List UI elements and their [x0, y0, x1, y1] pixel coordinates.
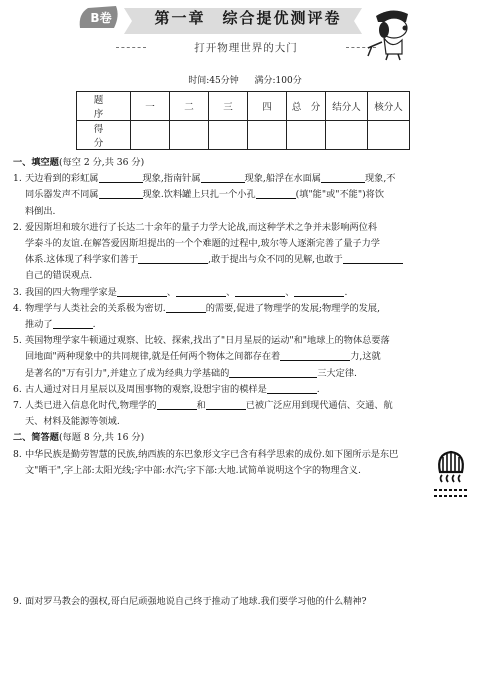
- question-number: 1.: [13, 173, 22, 185]
- question-text: 已被广泛应用到现代通信、交通、航: [245, 400, 393, 412]
- answer-blank[interactable]: [176, 285, 226, 297]
- score-cell[interactable]: [326, 121, 368, 150]
- separator: 、: [166, 286, 177, 298]
- section-note: (每题 8 分,共 16 分): [58, 432, 145, 444]
- answer-blank[interactable]: [321, 171, 365, 183]
- question-text: 力,这就: [350, 351, 381, 363]
- answer-blank[interactable]: [280, 349, 350, 361]
- question-text: 物理学与人类社会的关系极为密切.: [25, 302, 166, 314]
- separator: 、: [285, 286, 295, 298]
- score-row-label: 得 分: [77, 121, 131, 150]
- question-text: 回地面"两种现象中的共同规律,就是任何两个物体之间都存在着: [25, 351, 281, 363]
- question-text: 料倒出.: [25, 205, 56, 217]
- score-cell[interactable]: [209, 121, 248, 150]
- question-1-continued: [13, 204, 481, 220]
- question-text: 自己的错误观点.: [25, 270, 93, 282]
- answer-blank[interactable]: [201, 171, 245, 183]
- separator: 、: [226, 286, 236, 298]
- question-text: 天、材料及能源等领域.: [25, 416, 120, 428]
- question-1-continued: [13, 187, 481, 203]
- answer-blank[interactable]: [343, 252, 403, 264]
- subtitle-divider-left: [116, 47, 146, 48]
- question-2-continued: [13, 236, 481, 252]
- section-short-answer-title: [13, 430, 481, 446]
- question-5: [13, 333, 481, 349]
- answer-blank[interactable]: [138, 252, 208, 264]
- score-table-header: 二: [170, 92, 209, 121]
- question-text: 现象,船浮在水面属: [244, 173, 321, 185]
- question-text: 和: [196, 400, 206, 412]
- question-text: 体系.这体现了科学家们善于: [25, 254, 139, 266]
- score-table-header: 结分人: [326, 92, 368, 121]
- question-text: 同乐器发声不同属: [25, 189, 99, 201]
- question-text: .: [92, 319, 96, 331]
- page-subtitle: 打开物理世界的大门: [194, 42, 298, 54]
- answer-blank[interactable]: [294, 285, 344, 297]
- exam-time-and-score: [140, 73, 350, 86]
- question-number: 6.: [13, 383, 22, 395]
- dongba-glyph-icon: [428, 448, 474, 512]
- question-text: 文"晒干",字上部:太阳光线;字中部:水汽;字下部:大地.试简单说明这个字的物理含义.: [25, 464, 361, 476]
- question-text: 是著名的"万有引力",并建立了成为经典力学基础的: [25, 367, 230, 379]
- question-text: 三大定律.: [317, 367, 357, 379]
- score-cell[interactable]: [287, 121, 326, 150]
- question-text: 的需要,促进了物理学的发展;物理学的发展,: [205, 302, 381, 314]
- question-number: 8.: [13, 448, 22, 460]
- section-title: 一、填空题: [13, 157, 59, 168]
- section-fill-in-title: [13, 155, 481, 171]
- question-text: 人类已进入信息化时代,物理学的: [25, 400, 157, 412]
- question-5-continued: [13, 349, 481, 365]
- question-text: 英国物理学家牛顿通过观察、比较、探索,找出了"日月星辰的运动"和"地球上的物体总要落: [25, 335, 390, 347]
- question-number: 3.: [13, 286, 22, 298]
- question-text: 古人通过对日月星辰以及周围事物的观察,设想宇宙的模样是: [25, 383, 267, 395]
- question-text: 爱因斯坦和玻尔进行了长达二十余年的量子力学大论战,而这种学术之争并未影响两位科: [25, 221, 378, 233]
- score-table-header: 核分人: [368, 92, 410, 121]
- question-number: 4.: [13, 302, 22, 314]
- score-table-header: 一: [131, 92, 170, 121]
- section-note: (每空 2 分,共 36 分): [58, 157, 145, 168]
- score-table-score-row: [77, 121, 410, 150]
- score-cell[interactable]: [368, 121, 410, 150]
- question-4-continued: [13, 317, 481, 333]
- question-number: 7.: [13, 400, 22, 412]
- score-table-header: 四: [248, 92, 287, 121]
- question-7: [13, 398, 481, 414]
- question-6: [13, 382, 481, 398]
- volume-badge-label: B卷: [90, 11, 112, 25]
- question-text: 天边看到的彩虹属: [25, 173, 99, 185]
- answer-blank[interactable]: [229, 366, 317, 378]
- question-2: [13, 220, 481, 236]
- question-text: 学泰斗的友谊.在解答爱因斯坦提出的一个个难题的过程中,玻尔等人逐渐完善了量子力学: [25, 238, 380, 250]
- question-text: ,敢于提出与众不同的见解,也敢于: [208, 254, 343, 266]
- question-text: 现象.饮料罐上只扎一个小孔: [142, 189, 256, 201]
- question-7-continued: [13, 414, 481, 430]
- score-table-header: 总 分: [287, 92, 326, 121]
- question-text: 现象,不: [364, 173, 396, 185]
- score-table-header: 三: [209, 92, 248, 121]
- question-text: (填"能"或"不能")将饮: [295, 189, 385, 201]
- page-title: 第一章 综合提优测评卷: [154, 9, 342, 27]
- question-2-continued: [13, 252, 481, 268]
- answer-blank[interactable]: [157, 398, 197, 410]
- question-content: [13, 155, 481, 479]
- question-text: 面对罗马教会的强权,哥白尼顽强地说自己终于推动了地球.我们要学习他的什么精神?: [25, 596, 367, 607]
- full-score: 满分:100分: [254, 76, 302, 86]
- score-table: [76, 91, 410, 150]
- question-5-continued: [13, 366, 481, 382]
- answer-blank[interactable]: [99, 187, 143, 199]
- score-cell[interactable]: [248, 121, 287, 150]
- question-number: 9.: [13, 596, 22, 607]
- question-1: [13, 171, 481, 187]
- question-text: 推动了: [25, 319, 53, 331]
- question-8-continued: [13, 463, 481, 479]
- question-2-continued: [13, 268, 481, 284]
- score-cell[interactable]: [170, 121, 209, 150]
- question-9: [13, 594, 481, 610]
- answer-blank[interactable]: [267, 382, 317, 394]
- question-text: .: [316, 383, 320, 395]
- question-text: 我国的四大物理学家是: [25, 286, 117, 298]
- score-cell[interactable]: [131, 121, 170, 150]
- score-table-header-row: [77, 92, 410, 121]
- question-3: [13, 285, 481, 301]
- answer-blank[interactable]: [53, 317, 93, 329]
- question-text: 中华民族是勤劳智慧的民族,纳西族的东巴象形文字已含有科学思索的成份.如下图所示是东巴: [25, 448, 399, 460]
- question-4: [13, 301, 481, 317]
- question-number: 5.: [13, 335, 22, 347]
- answer-blank[interactable]: [166, 301, 206, 313]
- answer-blank[interactable]: [117, 285, 167, 297]
- answer-blank[interactable]: [256, 187, 296, 199]
- snoopy-mascot-icon: [362, 2, 422, 62]
- answer-blank[interactable]: [99, 171, 143, 183]
- score-table-header: 题 序: [77, 92, 131, 121]
- question-number: 2.: [13, 221, 22, 233]
- section-title: 二、简答题: [13, 432, 59, 444]
- question-text: 现象,指南针属: [142, 173, 201, 185]
- question-text: .: [344, 286, 348, 298]
- question-8: [13, 447, 481, 463]
- answer-blank[interactable]: [206, 398, 246, 410]
- answer-blank[interactable]: [235, 285, 285, 297]
- time-limit: 时间:45分钟: [188, 76, 239, 86]
